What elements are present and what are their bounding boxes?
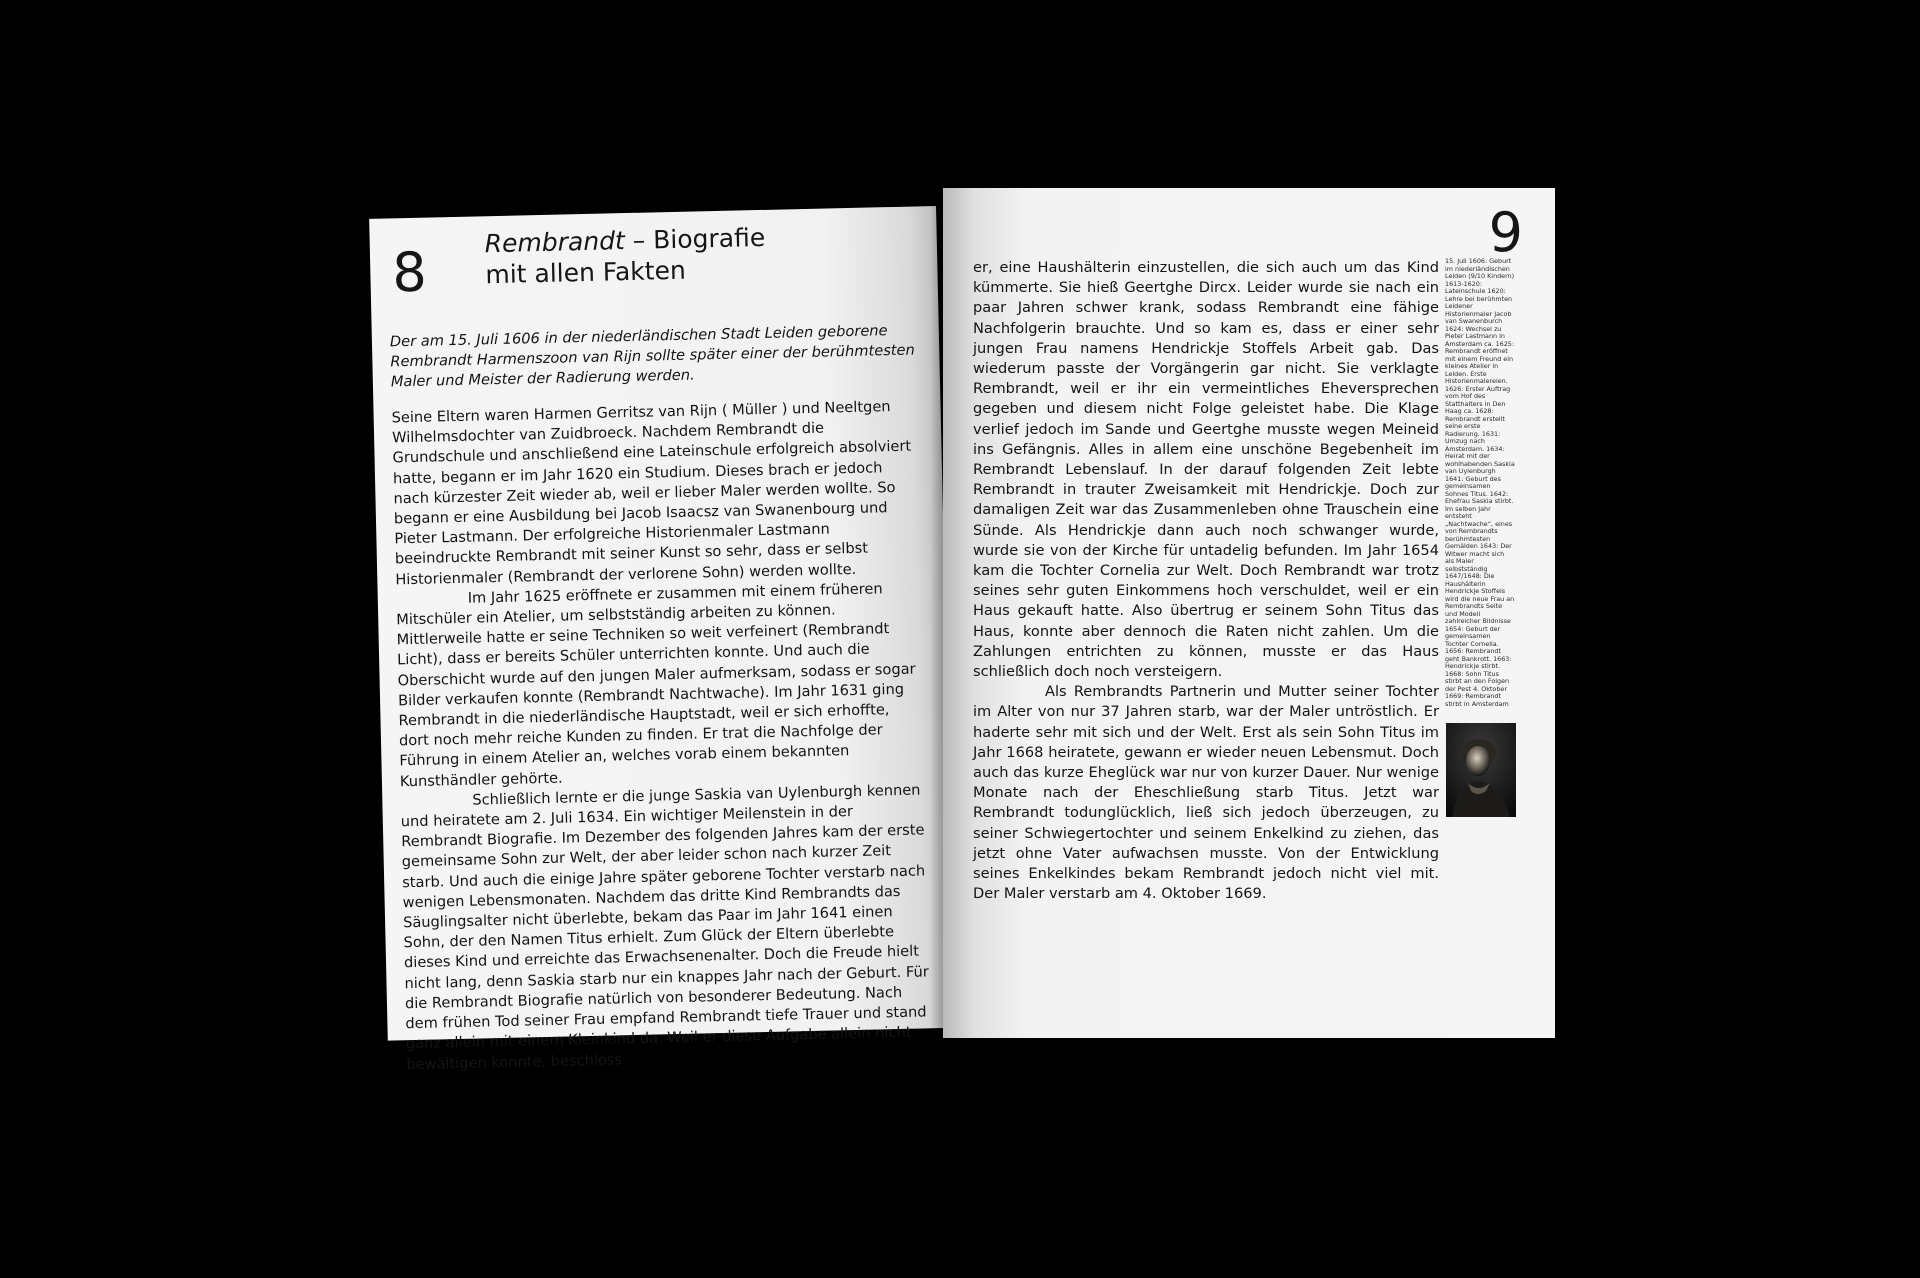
title-rest: – Biografie <box>624 222 766 256</box>
right-paragraph-1: er, eine Haushälterin einzustellen, die sich auch um das Kind kümmerte. Sie hieß Geertghe Dircx. Leider wurde sie nach ein paar Jahren schwer krank, sodass Rembrandt eine fähige Nachfolgerin brauchte. Und so kam es, dass er einer sehr jungen Frau namens Hendrickje Stoffels Arbeit gab. Das wiederum passte der Vorgängerin gar nicht. Sie verklagte Rembrandt, weil er ihr ein vermeintliches Eheversprechen gegeben und diesem nicht Folge geleistet habe. Die Klage verlief jedoch im Sande und Geertghe musste wegen Meineid ins Gefängnis. Alles in allem eine unschöne Begebenheit im Rembrandt Lebenslauf. In der darauf folgenden Zeit lebte Rembrandt in trauter Zweisamkeit mit Hendrickje. Doch zur damaligen Zeit war das Zusammenleben ohne Trauschein eine Sünde. Als Hendrickje dann auch noch schwanger wurde, wurde sie von der Kirche für untadelig befunden. Im Jahr 1654 kam die Tochter Cornelia zur Welt. Doch Rembrandt war trotz seines sehr guten Einkommens hoch verschuldet, weil er ein Haus gekauft hatte. Also übertrug er seinem Sohn Titus das Haus, konnte aber dennoch die Raten nicht zahlen. Um die Zahlungen entrichten zu können, musste er das Haus schließlich doch noch versteigern. <box>973 259 1439 681</box>
left-paragraph-1: Seine Eltern waren Harmen Gerritsz van Rijn ( Müller ) und Neeltgen Wilhelmsdochter van Zuidbroeck. Nachdem Rembrandt die Grundschule und anschließend eine Lateinschule erfolgreich absolviert hatte, begann er im Jahr 1620 ein Studium. Dieses brach er jedoch nach kürzester Zeit wieder ab, weil er lieber Maler werden wollte. So begann er eine Ausbildung bei Jacob Isaacsz van Swanenbourg und Pieter Lastmann. Der erfolgreiche Historienmaler Lastmann beeindruckte Rembrandt mit seiner Kunst so sehr, dass er selbst Historienmaler (Rembrandt der verlorene Sohn) werden wollte. <box>391 398 912 588</box>
right-paragraph-2: Als Rembrandts Partnerin und Mutter seiner Tochter im Alter von nur 37 Jahren starb, war der Maler untröstlich. Er haderte sehr mit sich und der Welt. Erst als sein Sohn Titus im Jahr 1668 heiratete, gewann er wieder neuen Lebensmut. Doch auch das kurze Eheglück war nur von kurzer Dauer. Nur wenige Monate nach der Eheschließung starb Titus. Jetzt war Rembrandt todunglücklich, ließ sich jedoch überzeugen, zu seiner Schwiegertochter und seinem Enkelkind zu ziehen, das jetzt ohne Vater aufwachsen musste. Von der Entwicklung seines Enkelkindes bekam Rembrandt jedoch nicht viel mit. Der Maler verstarb am 4. Oktober 1669. <box>973 683 1439 903</box>
left-paragraph-3: Schließlich lernte er die junge Saskia van Uylenburgh kennen und heiratete am 2. Juli 1634. Ein wichtiger Meilenstein in der Rembrandt Biografie. Im Dezember des folgenden Jahres kam der erste gemeinsame Sohn zur Welt, der aber leider schon nach kurzer Zeit starb. Und auch die einige Jahre später geborene Tochter verstarb nach wenigen Lebensmonaten. Nachdem das dritte Kind Rembrandts das Säuglingsalter nicht überlebte, bekam das Paar im Jahr 1641 einen Sohn, der den Namen Titus erhielt. Zum Glück der Eltern überlebte dieses Kind und erreichte das Erwachsenenalter. Doch die Freude hielt nicht lang, denn Saskia starb nur ein knappes Jahr nach der Geburt. Für die Rembrandt Biografie natürlich von besonderer Bedeutung. Nach dem frühen Tod seiner Frau empfand Rembrandt tiefe Trauer und stand ganz allein mit einem Kleinkind da. Weil er diese Aufgabe allein nicht bewältigen konnte, beschloss <box>400 781 929 1073</box>
timeline-sidebar: 15. Juli 1606: Geburt im niederländischen Leiden (9/10 Kindern) 1613-1620: Lateinschule 1620: Lehre bei berühmten Leidener Historienmaler Jacob van Swanenburch 1624: Wechsel zu Pieter Lastmann in Amsterdam ca. 1625: Rembrandt eröffnet mit einem Freund ein kleines Atelier in Leiden. Erste Historienmalereien. 1626: Erster Auftrag vom Hof des Statthalters in Den Haag ca. 1628: Rembrandt erstellt seine erste Radierung. 1631: Umzug nach Amsterdam. 1634: Heirat mit der wohlhabenden Saskia van Uylenburgh 1641: Geburt des gemeinsamen Sohnes Titus. 1642: Ehefrau Saskia stirbt. Im selben Jahr entsteht „Nachtwache“, eines von Rembrandts berühmtesten Gemälden 1643: Der Witwer macht sich als Maler selbstständig 1647/1648: Die Haushälterin Hendrickje Stoffels wird die neue Frau an Rembrandts Seite und Modell zahlreicher Bildnisse 1654: Geburt der gemeinsamen Tochter Cornelia. 1656: Rembrandt geht Bankrott. 1663: Hendrickje stirbt. 1668: Sohn Titus stirbt an den Folgen der Pest 4. Oktober 1669: Rembrandt stirbt in Amsterdam <box>1445 257 1515 708</box>
page-number-left: 8 <box>391 240 428 305</box>
lead-paragraph: Der am 15. Juli 1606 in der niederländischen Stadt Leiden geborene Rembrandt Harmenszoon van Rijn sollte später einer der berühmtesten Maler und Meister der Radierung werden. <box>389 322 915 391</box>
left-paragraph-2: Im Jahr 1625 eröffnete er zusammen mit einem früheren Mitschüler ein Atelier, um selbstständig arbeiten zu können. Mittlerweile hatte er seine Techniken so weit verfeinert (Rembrandt Licht), dass er bereits Schüler unterrichten konnte. Und auch die Oberschicht wurde auf den jungen Maler aufmerksam, sodass er sogar Bilder verkaufen konnte (Rembrandt Nachtwache). Im Jahr 1631 ging Rembrandt in die niederländische Hauptstadt, weil er sich erhoffte, dort noch mehr reiche Kunden zu finden. Er trat die Nachfolge der Führung in einem Atelier an, welches vorab einem bekannten Kunsthändler gehörte. <box>396 580 916 790</box>
left-body-text <box>391 396 931 1074</box>
title-line-2: mit allen Fakten <box>485 255 687 290</box>
rembrandt-portrait-image <box>1446 723 1516 817</box>
article-title <box>484 222 766 290</box>
left-page <box>369 206 955 1073</box>
right-page <box>943 188 1555 1038</box>
page-number-right: 9 <box>1488 201 1523 264</box>
title-italic: Rembrandt <box>484 226 626 259</box>
right-body-text <box>973 258 1439 905</box>
portrait-illustration <box>1446 723 1516 817</box>
